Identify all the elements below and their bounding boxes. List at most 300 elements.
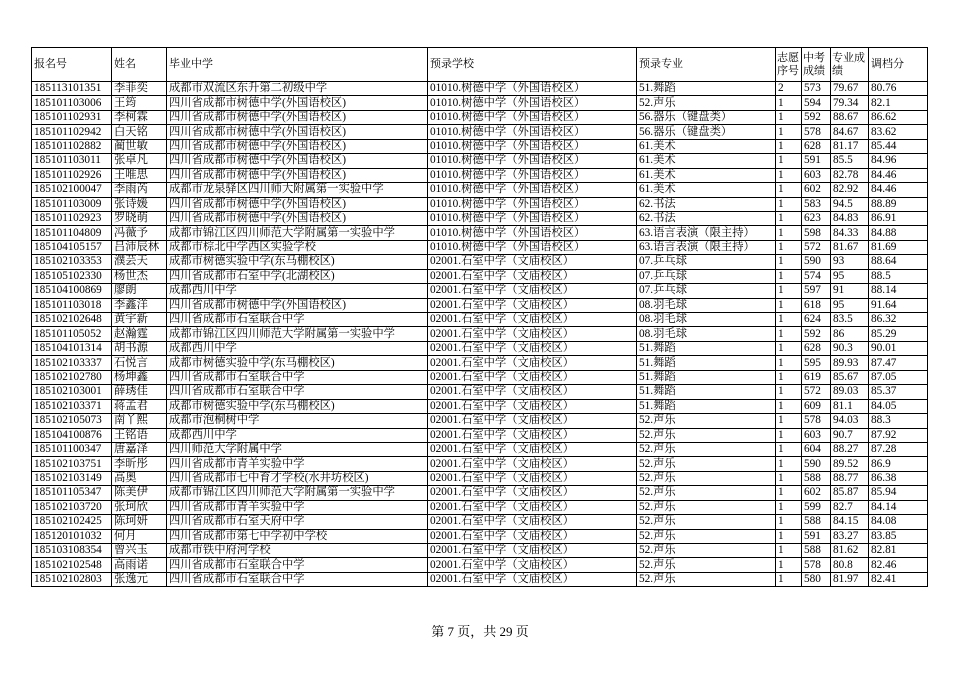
cell-preference-no: 2 (776, 82, 802, 96)
cell-admit-major: 51.舞蹈 (637, 399, 776, 413)
cell-major-score: 93 (831, 255, 869, 269)
cell-registration-no: 185102103337 (32, 356, 112, 370)
cell-major-score: 82.92 (831, 183, 869, 197)
cell-admit-major: 52.声乐 (637, 515, 776, 529)
cell-admit-major: 52.声乐 (637, 96, 776, 110)
cell-admit-school: 02001.石室中学（文庙校区） (428, 471, 637, 485)
cell-name: 吕沛辰林 (112, 240, 167, 254)
cell-registration-no: 185120101032 (32, 529, 112, 543)
cell-admit-school: 02001.石室中学（文庙校区） (428, 515, 637, 529)
cell-registration-no: 185102102648 (32, 313, 112, 327)
cell-graduated-school: 成都市锦江区四川师范大学附属第一实验中学 (167, 327, 428, 341)
cell-graduated-school: 四川省成都市树德中学(外国语校区) (167, 197, 428, 211)
cell-final-score: 84.08 (869, 515, 928, 529)
cell-preference-no: 1 (776, 226, 802, 240)
cell-name: 李雨芮 (112, 183, 167, 197)
cell-major-score: 84.67 (831, 125, 869, 139)
cell-final-score: 85.94 (869, 486, 928, 500)
cell-exam-score: 578 (802, 125, 831, 139)
cell-exam-score: 588 (802, 471, 831, 485)
cell-registration-no: 185102102803 (32, 572, 112, 586)
table-row (32, 240, 928, 254)
cell-registration-no: 185101105052 (32, 327, 112, 341)
cell-final-score: 84.46 (869, 168, 928, 182)
cell-admit-major: 07.乒乓球 (637, 269, 776, 283)
cell-name: 罗晓萌 (112, 211, 167, 225)
cell-graduated-school: 成都市双流区东升第二初级中学 (167, 82, 428, 96)
cell-admit-major: 62.书法 (637, 197, 776, 211)
table-row (32, 96, 928, 110)
header-final-score: 调档分 (869, 48, 928, 82)
table-row (32, 82, 928, 96)
cell-name: 唐嘉泽 (112, 442, 167, 456)
cell-registration-no: 185101103006 (32, 96, 112, 110)
cell-major-score: 85.67 (831, 370, 869, 384)
cell-name: 廖朗 (112, 284, 167, 298)
cell-registration-no: 185102103751 (32, 457, 112, 471)
cell-exam-score: 604 (802, 442, 831, 456)
cell-admit-major: 63.语言表演（限主持） (637, 240, 776, 254)
cell-final-score: 82.46 (869, 558, 928, 572)
header-major-score: 专业成 绩 (831, 48, 869, 82)
cell-exam-score: 592 (802, 110, 831, 124)
table-body (32, 82, 928, 587)
cell-preference-no: 1 (776, 428, 802, 442)
cell-admit-school: 02001.石室中学（文庙校区） (428, 327, 637, 341)
cell-preference-no: 1 (776, 211, 802, 225)
cell-name: 蔺世敏 (112, 139, 167, 153)
cell-admit-major: 52.声乐 (637, 414, 776, 428)
cell-preference-no: 1 (776, 341, 802, 355)
cell-name: 李菲奕 (112, 82, 167, 96)
cell-preference-no: 1 (776, 298, 802, 312)
cell-exam-score: 572 (802, 385, 831, 399)
table-row (32, 500, 928, 514)
cell-admit-major: 52.声乐 (637, 486, 776, 500)
cell-graduated-school: 成都西川中学 (167, 341, 428, 355)
table-row (32, 457, 928, 471)
cell-admit-major: 52.声乐 (637, 442, 776, 456)
cell-name: 张珂欣 (112, 500, 167, 514)
cell-major-score: 81.97 (831, 572, 869, 586)
cell-graduated-school: 四川省成都市树德中学(外国语校区) (167, 96, 428, 110)
table-row (32, 486, 928, 500)
cell-graduated-school: 成都市树德实验中学(东马棚校区) (167, 255, 428, 269)
cell-exam-score: 628 (802, 341, 831, 355)
cell-graduated-school: 四川省成都市七中育才学校(水井坊校区) (167, 471, 428, 485)
cell-admit-school: 01010.树德中学（外国语校区） (428, 240, 637, 254)
cell-exam-score: 580 (802, 572, 831, 586)
cell-exam-score: 588 (802, 544, 831, 558)
cell-major-score: 90.7 (831, 428, 869, 442)
cell-preference-no: 1 (776, 385, 802, 399)
cell-major-score: 95 (831, 269, 869, 283)
cell-registration-no: 185102103371 (32, 399, 112, 413)
header-name: 姓名 (112, 48, 167, 82)
table-row (32, 385, 928, 399)
cell-exam-score: 591 (802, 154, 831, 168)
cell-major-score: 85.5 (831, 154, 869, 168)
cell-admit-major: 52.声乐 (637, 500, 776, 514)
cell-major-score: 91 (831, 284, 869, 298)
cell-final-score: 88.5 (869, 269, 928, 283)
cell-preference-no: 1 (776, 139, 802, 153)
cell-final-score: 90.01 (869, 341, 928, 355)
cell-admit-major: 51.舞蹈 (637, 356, 776, 370)
cell-exam-score: 590 (802, 457, 831, 471)
cell-graduated-school: 成都市泡桐树中学 (167, 414, 428, 428)
cell-final-score: 84.14 (869, 500, 928, 514)
cell-registration-no: 185104105157 (32, 240, 112, 254)
cell-graduated-school: 成都市棕北中学西区实验学校 (167, 240, 428, 254)
table-row (32, 544, 928, 558)
cell-exam-score: 592 (802, 327, 831, 341)
table-row (32, 442, 928, 456)
cell-final-score: 88.64 (869, 255, 928, 269)
cell-registration-no: 185104100869 (32, 284, 112, 298)
cell-final-score: 88.14 (869, 284, 928, 298)
cell-preference-no: 1 (776, 168, 802, 182)
table-row (32, 154, 928, 168)
table-row (32, 341, 928, 355)
cell-admit-school: 02001.石室中学（文庙校区） (428, 370, 637, 384)
cell-exam-score: 623 (802, 211, 831, 225)
cell-admit-school: 02001.石室中学（文庙校区） (428, 356, 637, 370)
cell-major-score: 95 (831, 298, 869, 312)
cell-name: 石悦言 (112, 356, 167, 370)
table-row (32, 269, 928, 283)
cell-graduated-school: 四川省成都市树德中学(外国语校区) (167, 211, 428, 225)
cell-preference-no: 1 (776, 471, 802, 485)
cell-preference-no: 1 (776, 240, 802, 254)
cell-major-score: 82.7 (831, 500, 869, 514)
header-preference-no: 志愿 序号 (776, 48, 802, 82)
cell-name: 冯薇予 (112, 226, 167, 240)
table-row (32, 183, 928, 197)
cell-name: 高雨诺 (112, 558, 167, 572)
cell-preference-no: 1 (776, 572, 802, 586)
cell-exam-score: 583 (802, 197, 831, 211)
cell-name: 胡书源 (112, 341, 167, 355)
cell-admit-major: 52.声乐 (637, 558, 776, 572)
cell-admit-major: 61.美术 (637, 139, 776, 153)
cell-name: 何月 (112, 529, 167, 543)
cell-major-score: 81.17 (831, 139, 869, 153)
cell-registration-no: 185101104809 (32, 226, 112, 240)
cell-registration-no: 185113101351 (32, 82, 112, 96)
cell-admit-major: 51.舞蹈 (637, 385, 776, 399)
cell-final-score: 86.62 (869, 110, 928, 124)
cell-name: 高奥 (112, 471, 167, 485)
header-admit-school: 预录学校 (428, 48, 637, 82)
cell-preference-no: 1 (776, 154, 802, 168)
cell-admit-major: 08.羽毛球 (637, 313, 776, 327)
cell-graduated-school: 四川省成都市树德中学(外国语校区) (167, 139, 428, 153)
cell-final-score: 87.47 (869, 356, 928, 370)
cell-registration-no: 185102103001 (32, 385, 112, 399)
cell-admit-major: 51.舞蹈 (637, 82, 776, 96)
cell-admit-major: 07.乒乓球 (637, 255, 776, 269)
cell-major-score: 88.77 (831, 471, 869, 485)
cell-registration-no: 185102102780 (32, 370, 112, 384)
cell-registration-no: 185101102923 (32, 211, 112, 225)
cell-name: 王铭语 (112, 428, 167, 442)
cell-final-score: 88.89 (869, 197, 928, 211)
cell-admit-major: 62.书法 (637, 211, 776, 225)
cell-graduated-school: 成都市铁中府河学校 (167, 544, 428, 558)
cell-admit-major: 61.美术 (637, 183, 776, 197)
cell-registration-no: 185101100347 (32, 442, 112, 456)
cell-admit-school: 02001.石室中学（文庙校区） (428, 500, 637, 514)
cell-admit-major: 52.声乐 (637, 544, 776, 558)
cell-admit-school: 01010.树德中学（外国语校区） (428, 139, 637, 153)
cell-preference-no: 1 (776, 327, 802, 341)
cell-final-score: 84.05 (869, 399, 928, 413)
cell-final-score: 87.28 (869, 442, 928, 456)
header-graduated-school: 毕业中学 (167, 48, 428, 82)
table-row (32, 139, 928, 153)
header-admit-major: 预录专业 (637, 48, 776, 82)
cell-major-score: 88.67 (831, 110, 869, 124)
cell-exam-score: 594 (802, 96, 831, 110)
cell-final-score: 82.81 (869, 544, 928, 558)
cell-name: 杨世杰 (112, 269, 167, 283)
cell-registration-no: 185102103720 (32, 500, 112, 514)
table-row (32, 327, 928, 341)
cell-final-score: 86.91 (869, 211, 928, 225)
cell-final-score: 80.76 (869, 82, 928, 96)
cell-graduated-school: 四川省成都市树德中学(外国语校区) (167, 125, 428, 139)
table-row (32, 356, 928, 370)
cell-registration-no: 185102102548 (32, 558, 112, 572)
cell-preference-no: 1 (776, 414, 802, 428)
cell-admit-school: 02001.石室中学（文庙校区） (428, 544, 637, 558)
cell-graduated-school: 四川省成都市青羊实验中学 (167, 500, 428, 514)
cell-major-score: 86 (831, 327, 869, 341)
cell-exam-score: 590 (802, 255, 831, 269)
cell-admit-school: 01010.树德中学（外国语校区） (428, 183, 637, 197)
cell-exam-score: 574 (802, 269, 831, 283)
cell-name: 薛琇佳 (112, 385, 167, 399)
cell-admit-major: 61.美术 (637, 154, 776, 168)
cell-preference-no: 1 (776, 96, 802, 110)
cell-graduated-school: 成都市锦江区四川师范大学附属第一实验中学 (167, 486, 428, 500)
cell-major-score: 89.03 (831, 385, 869, 399)
cell-graduated-school: 四川师范大学附属中学 (167, 442, 428, 456)
cell-name: 李鑫洋 (112, 298, 167, 312)
cell-name: 李昕彤 (112, 457, 167, 471)
cell-final-score: 81.69 (869, 240, 928, 254)
cell-graduated-school: 成都市龙泉驿区四川师大附属第一实验中学 (167, 183, 428, 197)
table-row (32, 197, 928, 211)
cell-preference-no: 1 (776, 500, 802, 514)
cell-name: 张卓凡 (112, 154, 167, 168)
table-row (32, 471, 928, 485)
cell-final-score: 84.46 (869, 183, 928, 197)
cell-admit-major: 52.声乐 (637, 529, 776, 543)
cell-graduated-school: 四川省成都市树德中学(外国语校区) (167, 154, 428, 168)
cell-graduated-school: 四川省成都市石室联合中学 (167, 385, 428, 399)
table-row (32, 370, 928, 384)
cell-name: 王唯思 (112, 168, 167, 182)
cell-registration-no: 185101103009 (32, 197, 112, 211)
cell-major-score: 81.67 (831, 240, 869, 254)
cell-admit-school: 01010.树德中学（外国语校区） (428, 125, 637, 139)
cell-admit-school: 01010.树德中学（外国语校区） (428, 154, 637, 168)
cell-name: 白天铭 (112, 125, 167, 139)
cell-exam-score: 578 (802, 414, 831, 428)
cell-graduated-school: 四川省成都市青羊实验中学 (167, 457, 428, 471)
cell-admit-school: 01010.树德中学（外国语校区） (428, 168, 637, 182)
cell-final-score: 87.05 (869, 370, 928, 384)
table-row (32, 255, 928, 269)
cell-preference-no: 1 (776, 370, 802, 384)
cell-registration-no: 185103108354 (32, 544, 112, 558)
cell-admit-school: 02001.石室中学（文庙校区） (428, 399, 637, 413)
cell-admit-major: 61.美术 (637, 168, 776, 182)
cell-major-score: 84.15 (831, 515, 869, 529)
cell-exam-score: 624 (802, 313, 831, 327)
cell-preference-no: 1 (776, 399, 802, 413)
header-registration-no: 报名号 (32, 48, 112, 82)
cell-admit-school: 02001.石室中学（文庙校区） (428, 572, 637, 586)
cell-final-score: 85.29 (869, 327, 928, 341)
cell-graduated-school: 四川省成都市第七中学初中学校 (167, 529, 428, 543)
cell-graduated-school: 成都市树德实验中学(东马棚校区) (167, 356, 428, 370)
cell-name: 杨坤鑫 (112, 370, 167, 384)
cell-name: 张逸元 (112, 572, 167, 586)
cell-registration-no: 185101102931 (32, 110, 112, 124)
cell-major-score: 84.33 (831, 226, 869, 240)
cell-name: 蒋孟君 (112, 399, 167, 413)
cell-admit-school: 02001.石室中学（文庙校区） (428, 284, 637, 298)
cell-registration-no: 185102102425 (32, 515, 112, 529)
cell-name: 黄宇新 (112, 313, 167, 327)
cell-name: 曾兴玉 (112, 544, 167, 558)
cell-exam-score: 602 (802, 183, 831, 197)
cell-exam-score: 609 (802, 399, 831, 413)
table-row (32, 168, 928, 182)
cell-admit-school: 02001.石室中学（文庙校区） (428, 385, 637, 399)
cell-exam-score: 578 (802, 558, 831, 572)
cell-admit-school: 01010.树德中学（外国语校区） (428, 110, 637, 124)
cell-final-score: 88.3 (869, 414, 928, 428)
table-row (32, 572, 928, 586)
cell-graduated-school: 成都西川中学 (167, 284, 428, 298)
cell-graduated-school: 四川省成都市石室中学(北湖校区) (167, 269, 428, 283)
cell-preference-no: 1 (776, 544, 802, 558)
cell-major-score: 79.34 (831, 96, 869, 110)
cell-preference-no: 1 (776, 486, 802, 500)
cell-registration-no: 185102103149 (32, 471, 112, 485)
cell-graduated-school: 四川省成都市石室联合中学 (167, 572, 428, 586)
cell-final-score: 85.44 (869, 139, 928, 153)
cell-major-score: 81.1 (831, 399, 869, 413)
cell-admit-school: 02001.石室中学（文庙校区） (428, 457, 637, 471)
cell-final-score: 86.38 (869, 471, 928, 485)
table-row (32, 211, 928, 225)
cell-final-score: 83.62 (869, 125, 928, 139)
cell-registration-no: 185105102330 (32, 269, 112, 283)
cell-name: 赵瀚霆 (112, 327, 167, 341)
cell-admit-major: 52.声乐 (637, 457, 776, 471)
cell-admit-school: 02001.石室中学（文庙校区） (428, 255, 637, 269)
admission-table (31, 47, 928, 587)
cell-exam-score: 618 (802, 298, 831, 312)
cell-final-score: 87.92 (869, 428, 928, 442)
cell-name: 李柯霖 (112, 110, 167, 124)
cell-admit-school: 01010.树德中学（外国语校区） (428, 197, 637, 211)
cell-major-score: 88.27 (831, 442, 869, 456)
cell-registration-no: 185104101314 (32, 341, 112, 355)
cell-name: 南丫熙 (112, 414, 167, 428)
table-row (32, 515, 928, 529)
cell-graduated-school: 成都西川中学 (167, 428, 428, 442)
cell-major-score: 84.83 (831, 211, 869, 225)
cell-graduated-school: 四川省成都市石室联合中学 (167, 558, 428, 572)
cell-admit-school: 02001.石室中学（文庙校区） (428, 442, 637, 456)
cell-preference-no: 1 (776, 558, 802, 572)
cell-admit-major: 52.声乐 (637, 572, 776, 586)
cell-exam-score: 599 (802, 500, 831, 514)
cell-graduated-school: 四川省成都市石室联合中学 (167, 370, 428, 384)
cell-major-score: 83.27 (831, 529, 869, 543)
page-footer: 第 7 页，共 29 页 (431, 624, 529, 639)
cell-admit-major: 08.羽毛球 (637, 327, 776, 341)
cell-major-score: 89.52 (831, 457, 869, 471)
cell-preference-no: 1 (776, 110, 802, 124)
cell-admit-school: 02001.石室中学（文庙校区） (428, 558, 637, 572)
cell-exam-score: 597 (802, 284, 831, 298)
cell-registration-no: 185101105347 (32, 486, 112, 500)
cell-major-score: 82.78 (831, 168, 869, 182)
cell-name: 王筠 (112, 96, 167, 110)
cell-admit-school: 02001.石室中学（文庙校区） (428, 298, 637, 312)
cell-preference-no: 1 (776, 183, 802, 197)
cell-graduated-school: 四川省成都市树德中学(外国语校区) (167, 168, 428, 182)
cell-preference-no: 1 (776, 515, 802, 529)
cell-name: 张诗媛 (112, 197, 167, 211)
cell-registration-no: 185101103011 (32, 154, 112, 168)
cell-admit-major: 51.舞蹈 (637, 370, 776, 384)
cell-exam-score: 573 (802, 82, 831, 96)
cell-exam-score: 628 (802, 139, 831, 153)
cell-final-score: 82.1 (869, 96, 928, 110)
cell-admit-school: 01010.树德中学（外国语校区） (428, 211, 637, 225)
table-row (32, 284, 928, 298)
cell-admit-major: 07.乒乓球 (637, 284, 776, 298)
cell-preference-no: 1 (776, 457, 802, 471)
cell-graduated-school: 四川省成都市石室联合中学 (167, 313, 428, 327)
cell-admit-major: 51.舞蹈 (637, 341, 776, 355)
cell-final-score: 91.64 (869, 298, 928, 312)
cell-registration-no: 185101102942 (32, 125, 112, 139)
cell-exam-score: 603 (802, 168, 831, 182)
cell-name: 陈美伊 (112, 486, 167, 500)
cell-name: 陈珂妍 (112, 515, 167, 529)
cell-registration-no: 185101103018 (32, 298, 112, 312)
cell-final-score: 84.88 (869, 226, 928, 240)
cell-preference-no: 1 (776, 284, 802, 298)
cell-graduated-school: 四川省成都市树德中学(外国语校区) (167, 110, 428, 124)
cell-major-score: 81.62 (831, 544, 869, 558)
cell-major-score: 80.8 (831, 558, 869, 572)
table-header-row (32, 48, 928, 82)
cell-exam-score: 588 (802, 515, 831, 529)
table-row (32, 313, 928, 327)
cell-exam-score: 595 (802, 356, 831, 370)
cell-major-score: 94.03 (831, 414, 869, 428)
